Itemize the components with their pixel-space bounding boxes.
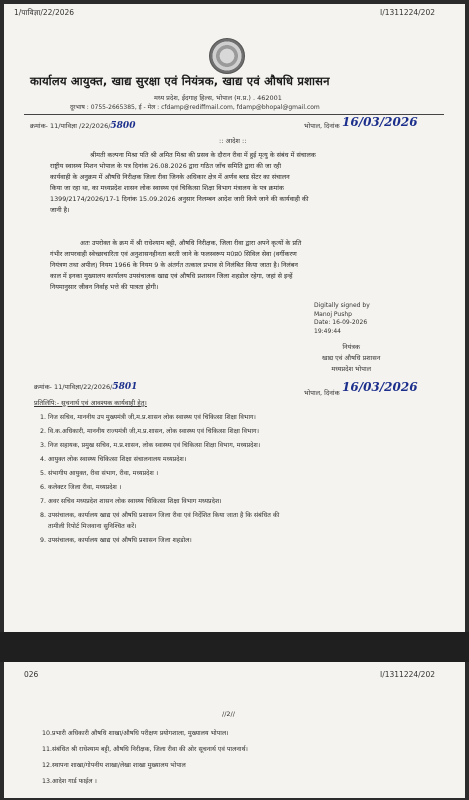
- paragraph-1-line: श्रीमती कल्पना मिश्रा पति श्री अमित मिश्रा की प्रसव के दौरान रीवा में हुई मृत्यु के संबंध में संचालक: [90, 151, 316, 159]
- distribution-item: 3. निज सहायक, प्रमुख सचिव, म.प्र.शासन, लोक स्वास्थ्य एवं चिकित्सा शिक्षा विभाग, मध्यप्रदेश।: [40, 442, 261, 449]
- paragraph-2-line: काल में इनका मुख्यालय कार्यालय उपसंचालक खाद्य एवं औषधि प्रशासन जिला शहडोल रहेगा, जहां से इन्हें: [50, 272, 293, 280]
- distribution-list-continued: [42, 728, 248, 792]
- paragraph-1-line: किया जा रहा था, का मध्यप्रदेश शासन लोक स्वास्थ्य एवं चिकित्सा शिक्षा विभाग मंत्रालय के पत्र क्रमांक: [50, 184, 284, 192]
- distribution-item-continued: तामीली रिपोर्ट मिजवाना सुनिश्चित करें।: [40, 523, 137, 530]
- paragraph-1-line: जानी है।: [50, 206, 70, 214]
- signatory-location: मध्यप्रदेश भोपाल: [331, 365, 372, 373]
- office-title: कार्यालय आयुक्त, खाद्य सुरक्षा एवं नियंत्रक, खाद्य एवं औषधि प्रशासन: [30, 74, 330, 88]
- paragraph-1: [50, 150, 316, 216]
- office-address: मध्य प्रदेश, ईदगाह हिल्स, भोपाल (म.प्र.) . 462001: [154, 94, 282, 102]
- file-number-right: I/1311224/202: [380, 8, 435, 17]
- paragraph-2: [50, 238, 301, 293]
- document-page-2: [4, 662, 465, 798]
- distribution-list: [40, 412, 279, 549]
- order-date-2-handwritten: 16/03/2026: [342, 380, 418, 394]
- file-number-left: 1/पाविज्ञा/22/2026: [14, 8, 75, 17]
- order-reference-text: क्रमांक- 11/पाविज्ञा /22/2026/: [30, 122, 111, 130]
- digital-signature-block: [314, 302, 370, 336]
- order-heading: :: आदेश ::: [219, 137, 247, 145]
- paragraph-2-line: अतः उपरोक्त के क्रम में श्री राधेश्याम बट्टी, औषधि निरीक्षक, जिला रीवा द्वारा अपने कृत्यों के प्रति: [80, 239, 302, 247]
- order-reference-2-text: क्रमांक- 11/पाविज्ञा/22/2026/: [34, 383, 113, 391]
- distribution-item: 6. कलेक्टर जिला रीवा, मध्यप्रदेश ।: [40, 484, 122, 491]
- order-date-handwritten: 16/03/2026: [342, 115, 418, 129]
- paragraph-1-line: 1399/2174/2026/17-1 दिनांक 15.09.2026 अनुसार निलम्बन आदेश जारी किये जाने की कार्यवाही की: [50, 195, 309, 203]
- paragraph-1-line: कार्यवाही के अनुक्रम में औषधि निरीक्षक जिला रीवा जिनके अधिकार क्षेत्र में अर्णव ब्लड सेंटर का संचालन: [50, 173, 290, 181]
- page-marker: //2//: [222, 710, 235, 718]
- order-reference: [30, 121, 135, 131]
- signature-line: Digitally signed by: [314, 302, 370, 309]
- distribution-item: 11.संबंधित श्री राधेश्याम बट्टी, औषधि निरीक्षक, जिला रीवा की ओर सूचनार्थ एवं पालनार्थ।: [42, 746, 248, 753]
- file-number-right-p2: I/1311224/202: [380, 670, 435, 679]
- order-date: [304, 121, 340, 130]
- distribution-item: 10.प्रभारी अधिकारी औषधि शाखा/औषधि परीक्षण प्रयोगशाला, मुख्यालय भोपाल।: [42, 730, 229, 737]
- signature-line: Date: 16-09-2026: [314, 319, 368, 326]
- paragraph-2-line: गंभीर लापरवाही स्वेच्छाचारिता एवं अनुशासनहीनता बरती जाने के फलस्वरूप म0प्र0 सिविल सेवा (वर्गीकरण: [50, 250, 297, 258]
- distribution-item: 13.आदेश गार्ड फाईल ।: [42, 778, 97, 785]
- government-emblem-logo: [209, 38, 245, 74]
- distribution-item: 4. आयुक्त लोक स्वास्थ्य चिकित्सा शिक्षा संचालनालय मध्यप्रदेश।: [40, 456, 187, 463]
- signatory-designation: नियंत्रक: [342, 343, 361, 351]
- distribution-item: 9. उपसंचालक, कार्यालय खाद्य एवं औषधि प्रशासन जिला शहडोल।: [40, 537, 192, 544]
- page-separator: [0, 632, 469, 662]
- order-date-2-label: भोपाल, दिनांक: [304, 389, 340, 397]
- distribution-item: 2. वि.क.अधिकारी, माननीय राज्यमंत्री जी,म.प्र.शासन, लोक स्वास्थ्य एवं चिकित्सा शिक्षा विभाग।: [40, 428, 259, 435]
- signatory-block: [322, 342, 380, 375]
- order-reference-handwritten: 5800: [110, 121, 136, 131]
- distribution-item: 8. उपसंचालक, कार्यालय खाद्य एवं औषधि प्रशासन जिला रीवा एवं निर्देशित किया जाता है कि संबंधित की: [40, 512, 280, 519]
- paragraph-2-line: नियंत्रण तथा अपील) नियम 1966 के नियम 9 के अंतर्गत तत्काल प्रभाव से निलंबित किया जाता है। निलंबन: [50, 261, 298, 269]
- office-contact: दूरभाष : 0755-2665385, ई - मेल : cfdamp@rediffmail.com, fdamp@bhopal@gmail.com: [70, 104, 320, 111]
- distribution-item: 1. निज सचिव, माननीय उप मुख्यमंत्री जी,म.प्र.शासन लोक स्वास्थ्य एवं चिकित्सा शिक्षा विभाग।: [40, 414, 256, 421]
- paragraph-2-line: नियमानुसार जीवन निर्वाह भत्ते की पात्रता होगी।: [50, 283, 159, 291]
- order-date-2: [304, 388, 340, 397]
- paragraph-1-line: राष्ट्रीय स्वास्थ्य मिशन भोपाल के पत्र दिनांक 26.08.2026 द्वारा गठित जाँच समिति द्वारा की जा रही: [50, 162, 281, 170]
- signature-line: Manoj Pushp: [314, 310, 352, 318]
- distribution-item: 5. संभागीय आयुक्त, रीवा संभाग, रीवा, मध्यप्रदेश ।: [40, 470, 159, 477]
- copy-to-heading: प्रतिलिपि:- सूचनार्थ एवं आवश्यक कार्यवाही हेतु।: [34, 399, 147, 407]
- file-number-left-p2: 026: [24, 670, 39, 679]
- signature-line: 19:49:44: [314, 327, 341, 335]
- order-reference-2-handwritten: 5801: [112, 382, 138, 392]
- order-reference-2: [34, 382, 137, 392]
- distribution-item: 7. अवर सचिव मध्यप्रदेश शासन लोक स्वास्थ्य चिकित्सा शिक्षा विभाग मध्यप्रदेश।: [40, 498, 222, 505]
- signatory-department: खाद्य एवं औषधि प्रशासन: [322, 354, 381, 362]
- distribution-item: 12.स्थापना शाखा/गोपनीय शाखा/लेखा शाखा मुख्यालय भोपाल: [42, 762, 186, 769]
- order-date-label: भोपाल, दिनांक: [304, 122, 340, 130]
- document-page-1: [4, 4, 465, 632]
